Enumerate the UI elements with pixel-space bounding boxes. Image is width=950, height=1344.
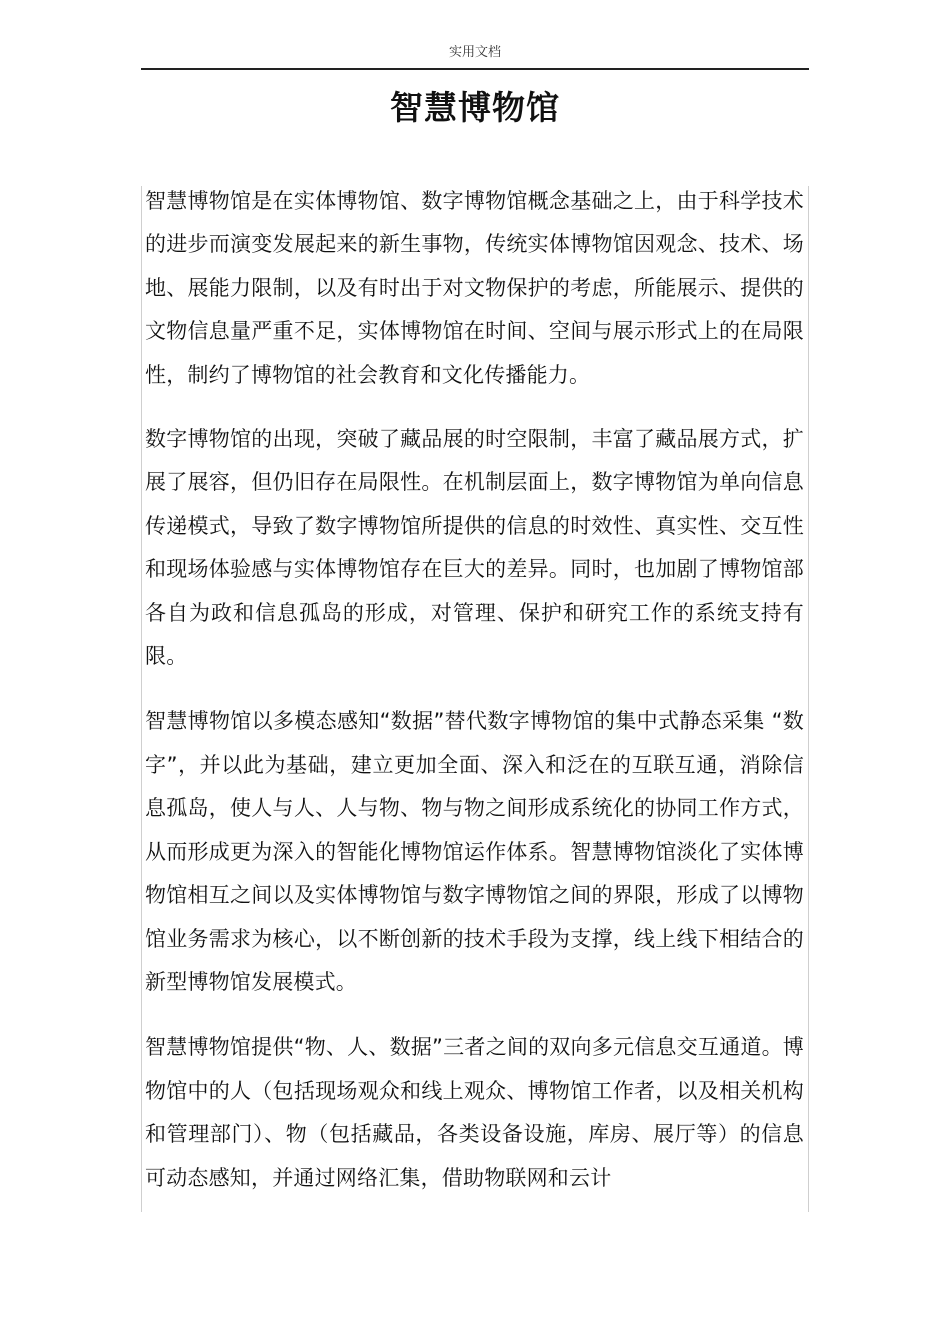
- document-body: [141, 186, 809, 1212]
- header-label: 实用文档: [448, 45, 501, 60]
- paragraph-3: 智慧博物馆以多模态感知“数据”替代数字博物馆的集中式静态采集 “数字”，并以此为基础，建立更加全面、深入和泛在的互联互通，消除信息孤岛，使人与人、人与物、物与物之间形成系统化的协同工作方式，从而形成更为深入的智能化博物馆运作体系。智慧博物馆淡化了实体博物馆相互之间以及实体博物馆与数字博物馆之间的界限，形成了以博物馆业务需求为核心，以不断创新的技术手段为支撑，线上线下相结合的新型博物馆发展模式。: [145, 709, 804, 994]
- paragraph-2: 数字博物馆的出现，突破了藏品展的时空限制，丰富了藏品展方式，扩展了展容，但仍旧存在局限性。在机制层面上，数字博物馆为单向信息传递模式，导致了数字博物馆所提供的信息的时效性、真实性、交互性和现场体验感与实体博物馆存在巨大的差异。同时，也加剧了博物馆部各自为政和信息孤岛的形成，对管理、保护和研究工作的系统支持有限。: [145, 427, 804, 669]
- page-header: [141, 40, 809, 70]
- paragraph-4: 智慧博物馆提供“物、人、数据”三者之间的双向多元信息交互通道。博物馆中的人（包括现场观众和线上观众、博物馆工作者，以及相关机构和管理部门）、物（包括藏品，各类设备设施，库房、展厅等）的信息可动态感知，并通过网络汇集，借助物联网和云计: [145, 1035, 804, 1190]
- document-title: 智慧博物馆: [390, 88, 560, 127]
- paragraph-1: 智慧博物馆是在实体博物馆、数字博物馆概念基础之上，由于科学技术的进步而演变发展起来的新生事物，传统实体博物馆因观念、技术、场地、展能力限制，以及有时出于对文物保护的考虑，所能展示、提供的文物信息量严重不足，实体博物馆在时间、空间与展示形式上的在局限性，制约了博物馆的社会教育和文化传播能力。: [145, 189, 804, 387]
